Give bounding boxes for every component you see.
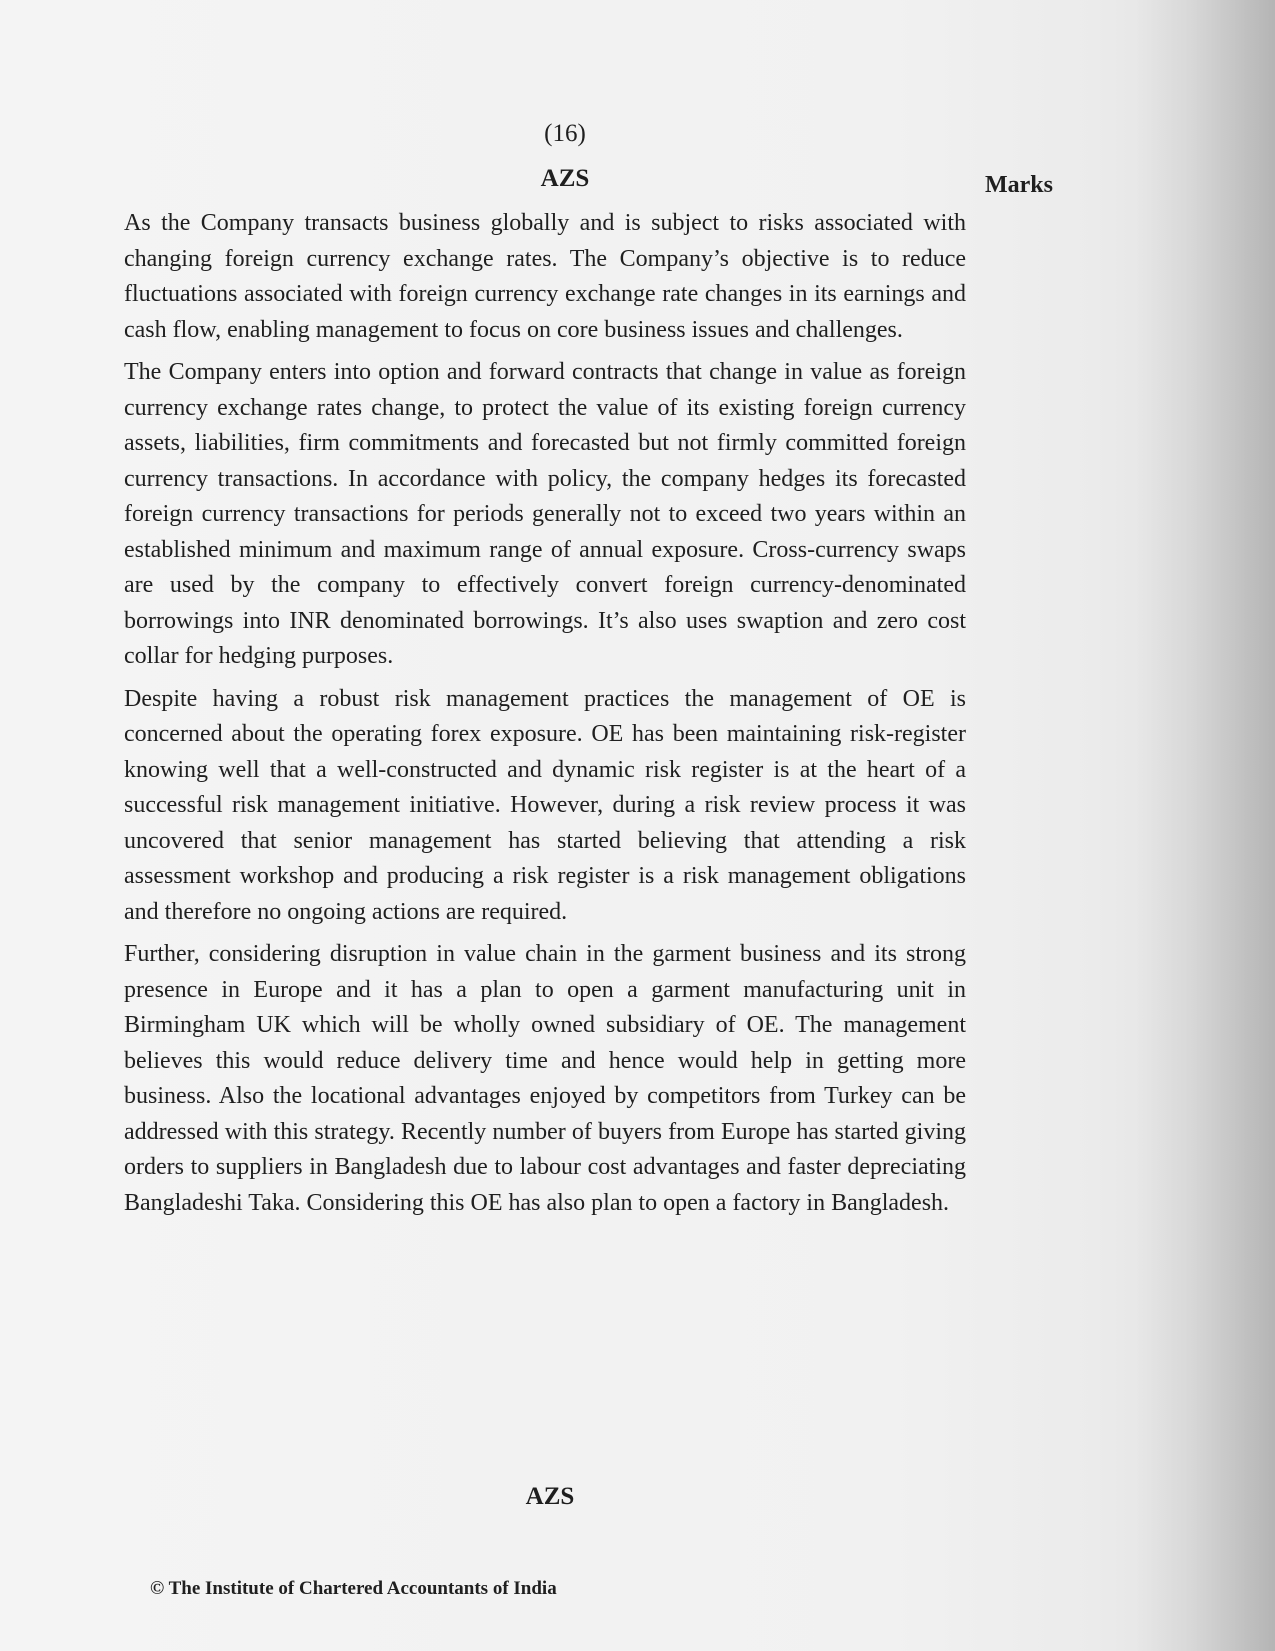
paper-code-bottom: AZS [525,1483,575,1510]
paragraph-risk-register: Despite having a robust risk management practices the management of OE is concerned about the operating forex exposure. OE has been maintaining risk-register knowing well that a well-constructed and dynamic risk register is at the heart of a successful risk management initiative. However, during a risk review process it was uncovered that senior management has started believing that attending a risk assessment workshop and producing a risk register is a risk management obligations and therefore no ongoing actions are required. [124,685,966,925]
marks-column-label: Marks [985,172,1053,198]
copyright-footer: © The Institute of Chartered Accountants of India [150,1578,557,1599]
page-edge-shadow [1135,0,1275,1651]
paragraph-expansion-plan: Further, considering disruption in value chain in the garment business and its strong presence in Europe and it has a plan to open a garment manufacturing unit in Birmingham UK which will be wholly owned subsidiary of OE. The management believes this would reduce delivery time and hence would help in getting more business. Also the locational advantages enjoyed by competitors from Turkey can be addressed with this strategy. Recently number of buyers from Europe has started giving orders to suppliers in Bangladesh due to labour cost advantages and faster depreciating Bangladeshi Taka. Considering this OE has also plan to open a factory in Bangladesh. [124,941,966,1216]
paragraph-hedging-contracts: The Company enters into option and forward contracts that change in value as foreign currency exchange rates change, to protect the value of its existing foreign currency assets, liabilities, firm commitments and forecasted but not firmly committed foreign currency transactions. In accordance with policy, the company hedges its forecasted foreign currency transactions for periods generally not to exceed two years within an established minimum and maximum range of annual exposure. Cross-currency swaps are used by the company to effectively convert foreign currency-denominated borrowings into INR denominated borrowings. It’s also uses swaption and zero cost collar for hedging purposes. [124,359,966,669]
paragraph-forex-risk: As the Company transacts business globally and is subject to risks associated with changing foreign currency exchange rates. The Company’s objective is to reduce fluctuations associated with foreign currency exchange rate changes in its earnings and cash flow, enabling management to focus on core business issues and challenges. [124,210,966,343]
page-number: (16) [544,120,586,147]
case-study-text [124,206,966,1228]
paper-code-top: AZS [540,165,590,192]
